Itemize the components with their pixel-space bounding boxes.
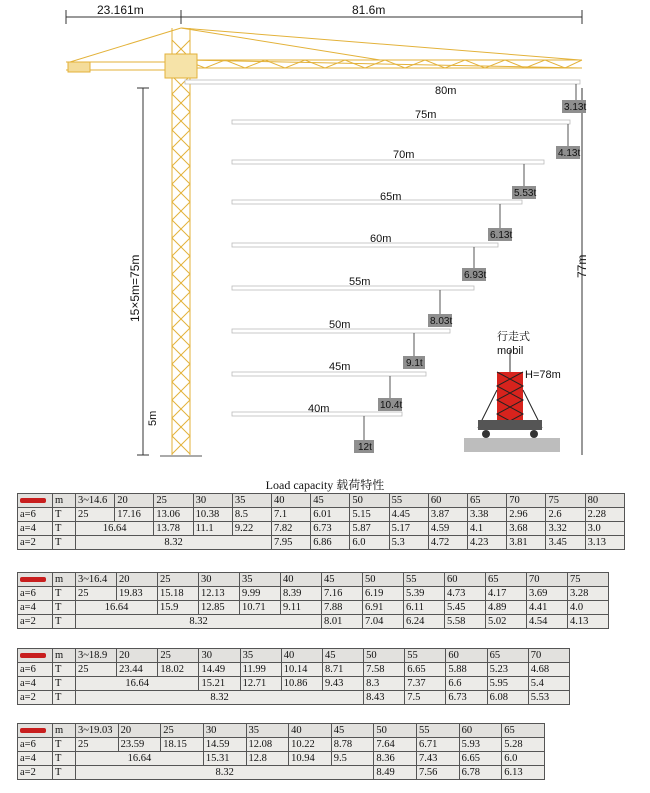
table-row: a=6 T 25 23.44 18.02 14.49 11.99 10.14 8.71 7.58 6.65 5.88 5.23 4.68	[18, 663, 570, 677]
jib-icon	[20, 577, 46, 582]
load-70-label: 5.53t	[514, 188, 537, 199]
dim-rear-label: 23.161m	[97, 3, 144, 17]
height-label: 77m	[575, 254, 589, 278]
dim-front-label: 81.6m	[352, 3, 386, 17]
table-row: a=2 T 8.32 8.01 7.04 6.24 5.58 5.02 4.54 4.13	[18, 615, 609, 629]
radius-60-label: 60m	[370, 233, 392, 245]
table-row: a=6 T 25 17.16 13.06 10.38 8.5 7.1 6.01 5.15 4.45 3.87 3.38 2.96 2.6 2.28	[18, 508, 625, 522]
table-row: m 3~19.03 20 25 30 35 40 45 50 55 60 65	[18, 724, 545, 738]
crane-mast	[160, 28, 202, 456]
mobil-cn-label: 行走式	[497, 331, 530, 343]
table-row: a=2 T 8.32 8.43 7.5 6.73 6.08 5.53	[18, 691, 570, 705]
table-row: a=6 T 25 19.83 15.18 12.13 9.99 8.39 7.16 6.19 5.39 4.73 4.17 3.69 3.28	[18, 587, 609, 601]
load-45-label: 10.4t	[380, 400, 403, 411]
crane-jib	[181, 28, 582, 68]
load-60-label: 6.93t	[464, 270, 487, 281]
counter-jib	[66, 28, 181, 72]
table-row: m 3~14.6 20 25 30 35 40 45 50 55 60 65 70 75 80	[18, 494, 625, 508]
load-40-label: 12t	[358, 442, 372, 453]
load-capacity-title: Load capacity 载荷特性	[265, 478, 385, 492]
jib-icon	[20, 653, 46, 658]
load-55-label: 8.03t	[430, 316, 453, 327]
table-row: a=2 T 8.32 7.95 6.86 6.0 5.3 4.72 4.23 3.81 3.45 3.13	[18, 536, 625, 550]
load-table-3	[17, 648, 570, 705]
table-row: m 3~18.9 20 25 30 35 40 45 50 55 60 65 70	[18, 649, 570, 663]
radius-lines	[185, 80, 580, 416]
radius-55-label: 55m	[349, 276, 371, 288]
mobil-height-label: H=78m	[525, 369, 561, 381]
mobil-en-label: mobil	[497, 345, 524, 357]
load-50-label: 9.1t	[406, 358, 423, 369]
table-row: a=6 T 25 23.59 18.15 14.59 12.08 10.22 8.78 7.64 6.71 5.93 5.28	[18, 738, 545, 752]
radius-75-label: 75m	[415, 109, 437, 121]
section-label: 5m	[147, 410, 159, 426]
hook-lines	[364, 84, 576, 440]
load-table-2	[17, 572, 609, 629]
radius-40-label: 40m	[308, 403, 330, 415]
jib-icon	[20, 728, 46, 733]
load-75-label: 4.13t	[558, 148, 581, 159]
table-row: a=4 T 16.64 13.78 11.1 9.22 7.82 6.73 5.87 5.17 4.59 4.1 3.68 3.32 3.0	[18, 522, 625, 536]
radius-65-label: 65m	[380, 191, 402, 203]
mobile-base-icon	[464, 350, 560, 452]
load-80-label: 3.13t	[564, 102, 587, 113]
table-row: a=4 T 16.64 15.9 12.85 10.71 9.11 7.88 6.91 6.11 5.45 4.89 4.41 4.0	[18, 601, 609, 615]
radius-45-label: 45m	[329, 361, 351, 373]
radius-70-label: 70m	[393, 149, 415, 161]
table-row: a=4 T 16.64 15.31 12.8 10.94 9.5 8.36 7.43 6.65 6.0	[18, 752, 545, 766]
load-table-4	[17, 723, 545, 780]
mast-label: 15×5m=75m	[128, 254, 142, 322]
load-table-1	[17, 493, 625, 550]
jib-icon	[20, 498, 46, 503]
radius-50-label: 50m	[329, 319, 351, 331]
table-row: a=4 T 16.64 15.21 12.71 10.86 9.43 8.3 7.37 6.6 5.95 5.4	[18, 677, 570, 691]
load-65-label: 6.13t	[490, 230, 513, 241]
table-row: a=2 T 8.32 8.49 7.56 6.78 6.13	[18, 766, 545, 780]
radius-80-label: 80m	[435, 85, 457, 97]
table-row: m 3~16.4 20 25 30 35 40 45 50 55 60 65 70 75	[18, 573, 609, 587]
